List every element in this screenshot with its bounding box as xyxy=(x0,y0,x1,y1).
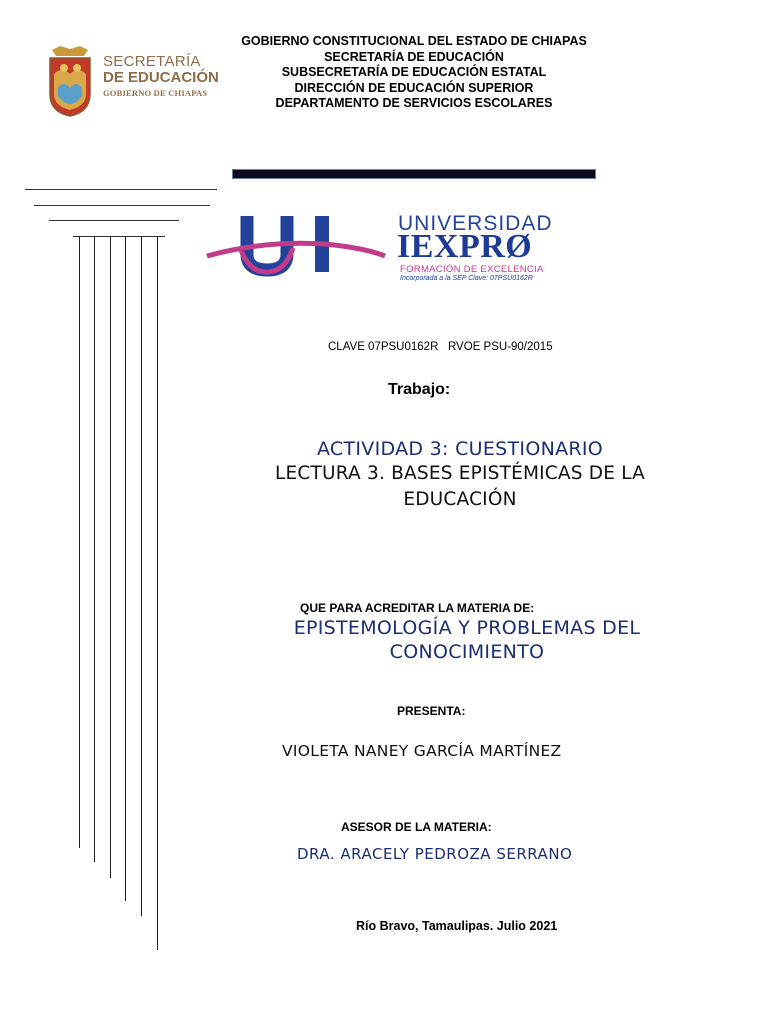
decorative-line xyxy=(34,205,210,206)
secretaria-line: DE EDUCACIÓN xyxy=(103,69,219,86)
decorative-line xyxy=(49,220,179,221)
decorative-line xyxy=(94,236,95,862)
university-name: UNIVERSIDAD xyxy=(398,212,553,235)
header-line: SECRETARÍA DE EDUCACIÓN xyxy=(324,49,504,64)
asesor-name: DRA. ARACELY PEDROZA SERRANO xyxy=(297,845,573,863)
secretaria-logo-text xyxy=(103,54,219,100)
secretaria-line: GOBIERNO DE CHIAPAS xyxy=(103,88,208,98)
materia-line: CONOCIMIENTO xyxy=(389,641,545,663)
government-header xyxy=(200,34,628,112)
work-title xyxy=(200,437,720,513)
presenta-label: PRESENTA: xyxy=(397,704,466,718)
trabajo-label: Trabajo: xyxy=(388,381,451,398)
asesor-label: ASESOR DE LA MATERIA: xyxy=(341,820,492,834)
materia-label: QUE PARA ACREDITAR LA MATERIA DE: xyxy=(300,601,535,615)
student-name: VIOLETA NANEY GARCÍA MARTÍNEZ xyxy=(282,742,562,760)
decorative-line xyxy=(157,236,158,950)
lecture-title: EDUCACIÓN xyxy=(403,489,517,510)
activity-title: ACTIVIDAD 3: CUESTIONARIO xyxy=(316,438,604,460)
place-date: Río Bravo, Tamaulipas. Julio 2021 xyxy=(356,919,558,933)
decorative-line xyxy=(79,236,80,848)
divider-bar xyxy=(232,169,596,179)
materia-line: EPISTEMOLOGÍA Y PROBLEMAS DEL xyxy=(293,617,641,639)
materia-name xyxy=(232,616,702,664)
header-line: DIRECCIÓN DE EDUCACIÓN SUPERIOR xyxy=(294,80,534,95)
secretaria-line: SECRETARÍA xyxy=(103,53,201,70)
decorative-line xyxy=(73,236,165,237)
header-line: DEPARTAMENTO DE SERVICIOS ESCOLARES xyxy=(275,96,553,110)
university-tagline: FORMACIÓN DE EXCELENCIA xyxy=(400,264,544,275)
decorative-line xyxy=(110,236,111,878)
header-line: SUBSECRETARÍA DE EDUCACIÓN ESTATAL xyxy=(281,65,547,79)
university-brand: IEXPRØ xyxy=(397,228,533,265)
decorative-line xyxy=(141,236,142,916)
chiapas-coat-of-arms-icon xyxy=(44,44,96,118)
university-incorporation: Incorporada a la SEP Clave: 07PSU0162R xyxy=(400,275,533,282)
lecture-title: LECTURA 3. BASES EPISTÉMICAS DE LA xyxy=(275,463,645,484)
clave-line: CLAVE 07PSU0162R RVOE PSU-90/2015 xyxy=(328,341,553,353)
decorative-line xyxy=(125,236,126,901)
header-line: GOBIERNO CONSTITUCIONAL DEL ESTADO DE CHIAPAS xyxy=(241,34,587,48)
decorative-line xyxy=(25,189,217,190)
